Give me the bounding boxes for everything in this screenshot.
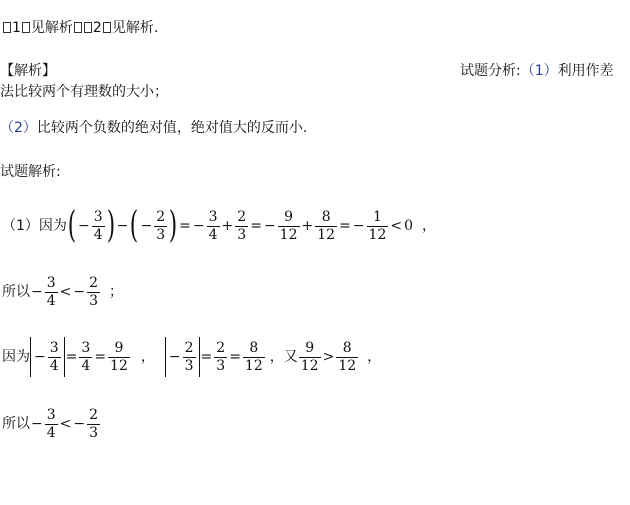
fraction: $\frac{2}{3}$ <box>216 339 226 374</box>
fraction: $\frac{2}{3}$ <box>156 208 166 243</box>
absolute-value: − $\frac{2}{3}$ <box>165 337 200 377</box>
placeholder-box-icon <box>103 22 111 33</box>
fraction: $\frac{9}{12}$ <box>279 208 298 243</box>
solution-step1: （1）因为( − $\frac{3}{4}$ ) −( − $\frac{2}{3}$ ) = − $\frac{3}{4}$ + $\frac{2}{3}$ = − $\frac{9}{12}$ + $\frac{8}{12}$ = − $\frac{1}{12}$ < 0 ， <box>2 205 437 246</box>
fraction: $\frac{1}{12}$ <box>368 208 387 243</box>
answer-line <box>2 18 158 38</box>
fraction: $\frac{3}{4}$ <box>46 406 56 441</box>
fraction: $\frac{2}{3}$ <box>237 208 247 243</box>
fraction: $\frac{8}{12}$ <box>338 339 357 374</box>
placeholder-box-icon <box>3 22 11 33</box>
fraction: $\frac{9}{12}$ <box>300 339 319 374</box>
analysis-point1-line <box>460 61 614 81</box>
analysis-point1-number: （1） <box>520 63 558 79</box>
fraction: $\frac{2}{3}$ <box>89 274 99 309</box>
solution-conclusion1: 所以− $\frac{3}{4}$ < − $\frac{2}{3}$ ； <box>2 274 124 309</box>
analysis-header: 【解析】 <box>0 63 56 79</box>
fraction: $\frac{3}{4}$ <box>46 274 56 309</box>
analysis-label: 试题分析: <box>460 63 521 79</box>
placeholder-box-icon <box>22 22 30 33</box>
fraction: $\frac{3}{4}$ <box>81 339 91 374</box>
analysis-point2-number: （2） <box>0 120 37 136</box>
fraction: $\frac{3}{4}$ <box>208 208 218 243</box>
fraction: $\frac{2}{3}$ <box>89 406 99 441</box>
analysis-point1-wrap: 法比较两个有理数的大小； <box>0 84 168 100</box>
analysis-point2-line <box>0 118 307 138</box>
placeholder-box-icon <box>74 22 82 33</box>
answer-part2-num: 2 <box>92 20 102 36</box>
answer-part2-text: 见解析. <box>111 20 159 36</box>
analysis-point2-text: 比较两个负数的绝对值，绝对值大的反而小. <box>36 120 308 136</box>
analysis-point1-text: 利用作差 <box>557 63 614 79</box>
answer-part1-text: 见解析 <box>30 20 73 36</box>
solution-header: 试题解析: <box>0 164 61 180</box>
placeholder-box-icon <box>84 22 92 33</box>
fraction: $\frac{8}{12}$ <box>244 339 263 374</box>
answer-part1-num: 1 <box>12 20 21 36</box>
absolute-value: − $\frac{3}{4}$ <box>30 337 65 377</box>
fraction: $\frac{9}{12}$ <box>110 339 128 374</box>
step1-lead: （1）因为 <box>2 218 67 234</box>
fraction: $\frac{8}{12}$ <box>317 208 336 243</box>
solution-abs-compare: 因为 − $\frac{3}{4}$ = $\frac{3}{4}$ = $\frac{9}{12}$ ， − $\frac{2}{3}$ = $\frac{2}{3}$ = $\frac{8}{12}$ ，又 $\frac{9}{12}$ > $\frac{8}{12}$ ， <box>2 337 381 377</box>
solution-conclusion2: 所以− $\frac{3}{4}$ < − $\frac{2}{3}$ <box>2 406 99 441</box>
fraction: $\frac{3}{4}$ <box>93 208 103 243</box>
